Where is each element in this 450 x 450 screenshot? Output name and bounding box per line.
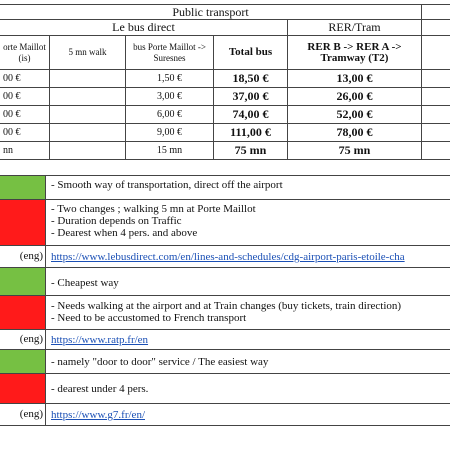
ratp-link[interactable]: https://www.ratp.fr/en [51, 334, 149, 346]
row-cell-suresnes: 15 mn [126, 142, 214, 160]
row-cell-rer: 26,00 € [288, 88, 422, 106]
link-cell [46, 404, 450, 426]
col-header-porte: orte Maillot (is) [0, 36, 50, 70]
row-cell-total: 18,50 € [214, 70, 288, 88]
row-cell-walk [50, 124, 126, 142]
cons-color-cell [0, 200, 46, 246]
row-cell-walk [50, 142, 126, 160]
cons-note [46, 374, 450, 404]
pros-color-cell [0, 350, 46, 374]
note-line: - Smooth way of transportation, direct off the airport [51, 179, 283, 191]
empty-cell [422, 124, 450, 142]
row-cell-porte: 00 € [0, 70, 50, 88]
link-cell [46, 330, 450, 350]
col-header-walk: 5 mn walk [50, 36, 126, 70]
note-line: - Dearest when 4 pers. and above [51, 227, 198, 239]
empty-cell [422, 70, 450, 88]
note-line: - Cheapest way [51, 277, 119, 289]
link-label-cell: (eng) [0, 404, 46, 426]
row-cell-total: 74,00 € [214, 106, 288, 124]
empty-cell [422, 142, 450, 160]
table-corner [422, 4, 450, 20]
note-line: - Two changes ; walking 5 mn at Porte Maillot [51, 203, 256, 215]
g7-link[interactable]: https://www.g7.fr/en/ [51, 409, 145, 421]
row-cell-rer: 78,00 € [288, 124, 422, 142]
link-cell [46, 246, 450, 268]
note-line: - Need to be accustomed to French transport [51, 312, 247, 324]
pros-note [46, 268, 450, 296]
link-label-cell: (eng) [0, 330, 46, 350]
empty-cell [422, 20, 450, 36]
empty-cell [422, 106, 450, 124]
row-cell-rer: 52,00 € [288, 106, 422, 124]
spacer-row [0, 160, 450, 176]
cons-note [46, 200, 450, 246]
row-cell-walk [50, 70, 126, 88]
cons-note [46, 296, 450, 330]
row-cell-porte: 00 € [0, 88, 50, 106]
row-cell-porte: 00 € [0, 124, 50, 142]
empty-cell [422, 88, 450, 106]
pros-note [46, 350, 450, 374]
row-cell-total: 111,00 € [214, 124, 288, 142]
row-cell-walk [50, 88, 126, 106]
lebusdirect-link[interactable]: https://www.lebusdirect.com/en/lines-and-schedules/cdg-airport-paris-etoile-cha [51, 251, 405, 263]
row-cell-suresnes: 1,50 € [126, 70, 214, 88]
note-line: - Duration depends on Traffic [51, 215, 182, 227]
pros-color-cell [0, 176, 46, 200]
col-header-total: Total bus [214, 36, 288, 70]
pros-note [46, 176, 450, 200]
row-cell-suresnes: 6,00 € [126, 106, 214, 124]
link-label-cell: (eng) [0, 246, 46, 268]
row-cell-walk [50, 106, 126, 124]
row-cell-suresnes: 3,00 € [126, 88, 214, 106]
table-title: Public transport [0, 4, 422, 20]
cons-color-cell [0, 374, 46, 404]
note-line: - Needs walking at the airport and at Train changes (buy tickets, train direction) [51, 300, 402, 312]
pros-color-cell [0, 268, 46, 296]
row-cell-porte: 00 € [0, 106, 50, 124]
row-cell-rer: 13,00 € [288, 70, 422, 88]
group-rer-header: RER/Tram [288, 20, 422, 36]
row-cell-suresnes: 9,00 € [126, 124, 214, 142]
empty-cell [422, 36, 450, 70]
group-bus-header: Le bus direct [0, 20, 288, 36]
note-line: - namely "door to door" service / The easiest way [51, 356, 269, 368]
row-cell-porte: nn [0, 142, 50, 160]
col-header-suresnes: bus Porte Maillot -> Suresnes [126, 36, 214, 70]
cons-color-cell [0, 296, 46, 330]
row-cell-rer: 75 mn [288, 142, 422, 160]
row-cell-total: 75 mn [214, 142, 288, 160]
row-cell-total: 37,00 € [214, 88, 288, 106]
col-header-rer: RER B -> RER A -> Tramway (T2) [288, 36, 422, 70]
note-line: - dearest under 4 pers. [51, 383, 149, 395]
